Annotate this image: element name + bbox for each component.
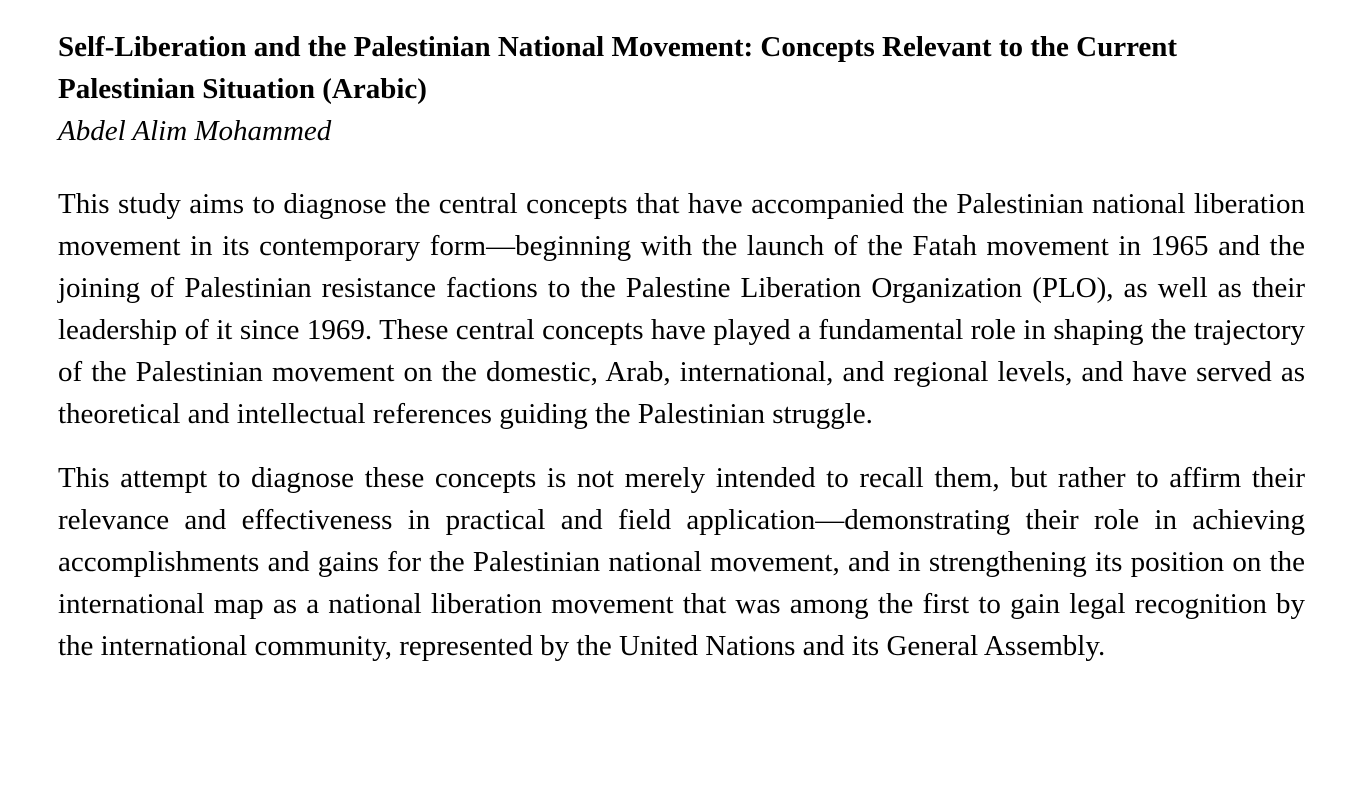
abstract-paragraph-2: This attempt to diagnose these concepts is not merely intended to recall them, but rather to affirm their relevance and effectiveness in practical and field application—demonstrating their role in achieving accomplishments and gains for the Palestinian national movement, and in strengthening its position on the international map as a national liberation movement that was among the first to gain legal recognition by the international community, represented by the United Nations and its General Assembly.: [58, 462, 1305, 662]
abstract-paragraph-1: This study aims to diagnose the central concepts that have accompanied the Palestinian national liberation movement in its contemporary form—beginning with the launch of the Fatah movement in 1965 and the joining of Palestinian resistance factions to the Palestine Liberation Organization (PLO), as well as their leadership of it since 1969. These central concepts have played a fundamental role in shaping the trajectory of the Palestinian movement on the domestic, Arab, international, and regional levels, and have served as theoretical and intellectual references guiding the Palestinian struggle.: [58, 188, 1305, 430]
article-author: Abdel Alim Mohammed: [58, 115, 332, 147]
article-title: Self-Liberation and the Palestinian National Movement: Concepts Relevant to the Current Palestinian Situation (Arabic): [58, 31, 1178, 105]
